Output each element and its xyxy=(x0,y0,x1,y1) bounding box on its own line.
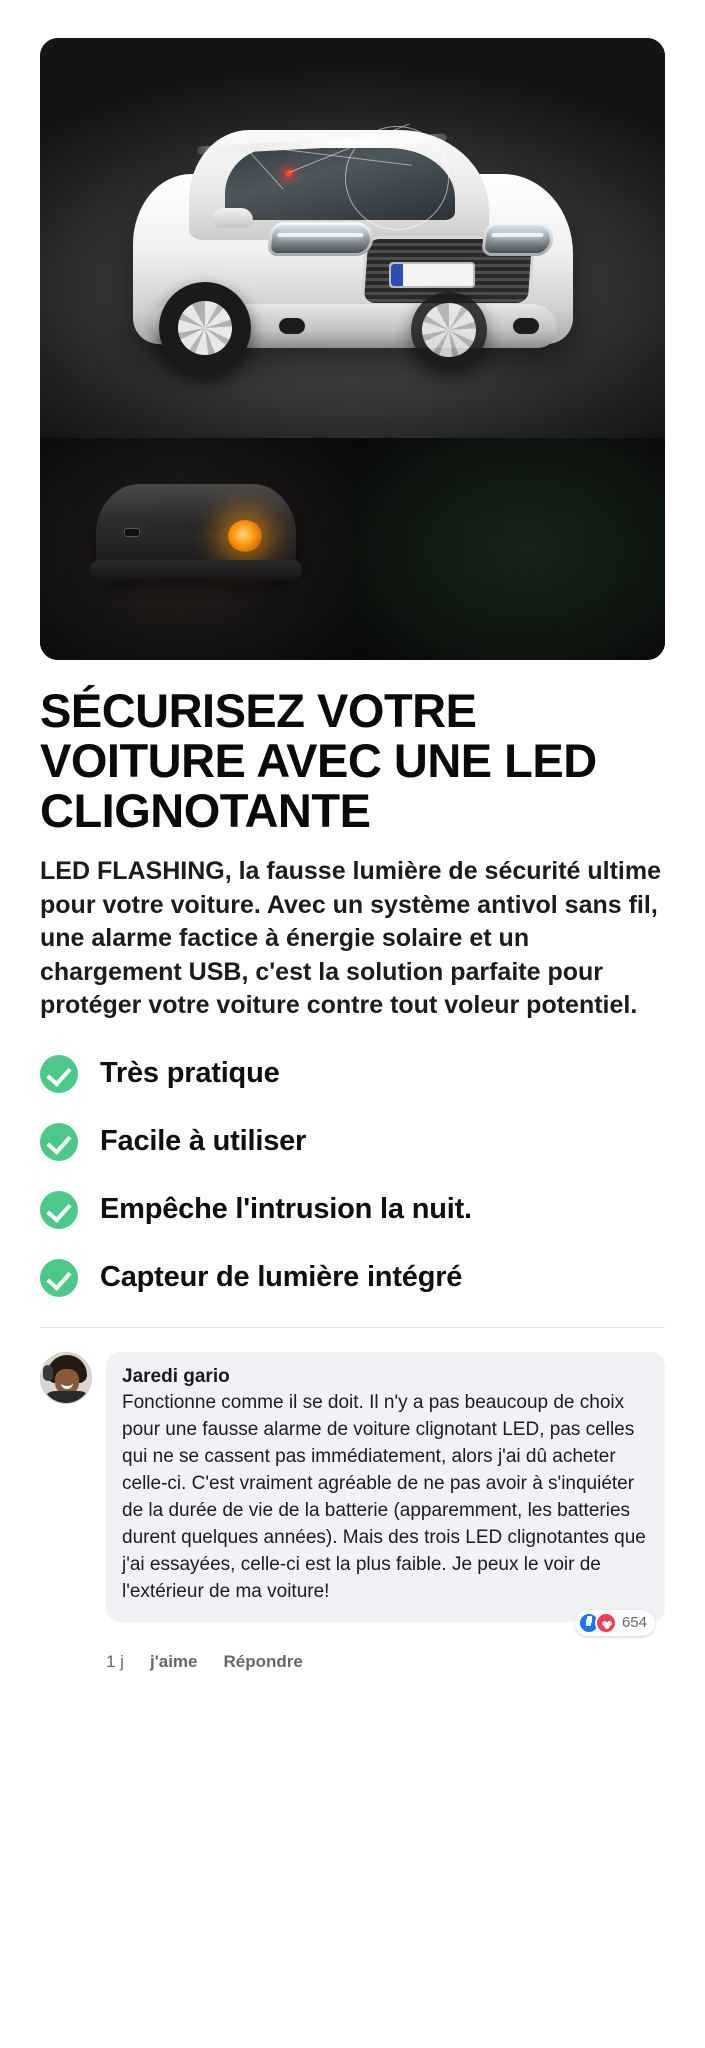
feature-label: Très pratique xyxy=(100,1057,280,1090)
car-fog-light-right xyxy=(513,318,539,334)
hero-image xyxy=(40,38,665,660)
review-bubble xyxy=(106,1352,665,1632)
car-headlight-left xyxy=(267,222,375,256)
review-text: Fonctionne comme il se doit. Il n'y a pas beaucoup de choix pour une fausse alarme de voiture clignotant LED, pas celles qui ne se cassent pas immédiatement, alors j'ai dû acheter celle-ci. C'est vraiment agréable de ne pas avoir à s'inquiéter de la durée de vie de la batterie (apparemment, les batteries durent quelques années). Mais des trois LED clignotantes que j'ai essayées, celle-ci est la plus faible. Je peux le voir de l'extérieur de ma voiture! xyxy=(122,1391,646,1602)
check-circle-icon xyxy=(40,1123,78,1161)
car-wheel-rear xyxy=(411,292,487,368)
list-item xyxy=(40,1123,665,1161)
green-lamp xyxy=(530,520,564,552)
check-circle-icon xyxy=(40,1191,78,1229)
car-headlight-right xyxy=(481,222,555,256)
car-side-mirror xyxy=(213,208,253,228)
list-item xyxy=(40,1055,665,1093)
feature-list xyxy=(40,1055,665,1297)
feature-label: Empêche l'intrusion la nuit. xyxy=(100,1193,472,1226)
feature-label: Facile à utiliser xyxy=(100,1125,307,1158)
check-circle-icon xyxy=(40,1259,78,1297)
green-led-device xyxy=(392,484,592,570)
review-block xyxy=(40,1328,665,1632)
check-circle-icon xyxy=(40,1055,78,1093)
car-fog-light-left xyxy=(279,318,305,334)
love-icon xyxy=(595,1612,617,1634)
reply-button[interactable]: Répondre xyxy=(223,1651,303,1671)
review-author: Jaredi gario xyxy=(122,1365,230,1387)
car-wheel-front xyxy=(159,282,251,374)
feature-label: Capteur de lumière intégré xyxy=(100,1261,463,1294)
like-button[interactable]: j'aime xyxy=(149,1651,198,1671)
review-timestamp: 1 j xyxy=(106,1651,124,1671)
hero-car-photo xyxy=(40,38,665,438)
highlight-circle xyxy=(345,126,449,230)
list-item xyxy=(40,1259,665,1297)
review-actions xyxy=(106,1652,665,1672)
amber-led-device xyxy=(96,484,296,570)
page-title: SÉCURISEZ VOTRE VOITURE AVEC UNE LED CLIGNOTANTE xyxy=(40,684,597,837)
usb-port-icon xyxy=(124,528,140,537)
car-license-plate xyxy=(389,262,475,288)
hero-device-photo xyxy=(40,438,665,660)
car-illustration xyxy=(93,96,613,396)
list-item xyxy=(40,1191,665,1229)
amber-lamp xyxy=(228,520,262,552)
reaction-badge[interactable] xyxy=(575,1610,655,1636)
avatar xyxy=(40,1352,92,1404)
reaction-count: 654 xyxy=(621,1614,647,1632)
usb-port-icon xyxy=(420,528,436,537)
lead-paragraph: LED FLASHING, la fausse lumière de sécurité ultime pour votre voiture. Avec un système antivol sans fil, une alarme factice à énergie solaire et un chargement USB, c'est la solution parfaite pour protéger votre voiture contre tout voleur potentiel. xyxy=(40,857,662,1020)
